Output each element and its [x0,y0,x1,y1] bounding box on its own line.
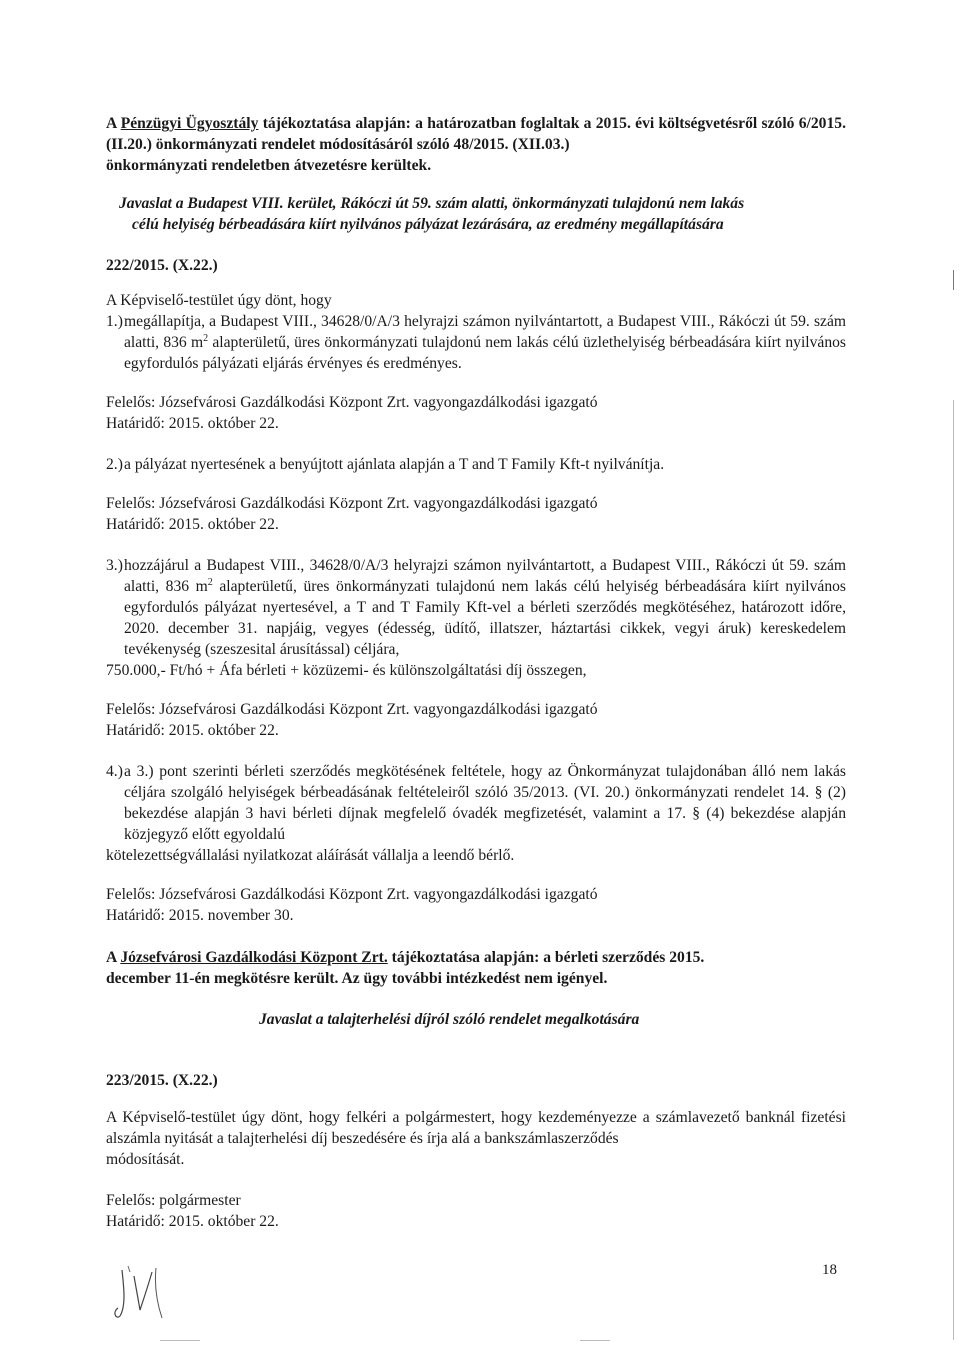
item2-text: a pályázat nyertesének a benyújtott ajánlata alapján a T and T Family Kft-t nyilvánítja. [124,456,665,473]
deadline-5: Határidő: 2015. október 22. [106,1213,279,1230]
item3-text-a: hozzájárul a Budapest VIII., 34628/0/A/3 helyrajzi számon nyilvántartott, a Budapest VIII., Rákóczi út 59. szám alatti, 836 m [124,557,846,595]
responsible-1: Felelős: Józsefvárosi Gazdálkodási Központ Zrt. vagyongazdálkodási igazgató [106,394,598,411]
scan-bottom-mark [580,1340,610,1341]
item3-text-b: alapterületű, üres önkormányzati tulajdonú nem lakás célú helyiség bérbeadására kiírt nyilvános egyfordulós pályázat nyertesével, a T and T Family Kft-vel a bérleti szerződés megkötéséhez, határozott időre, 2020. december 31. napjáig, vegyes (édesség, üdítő, illatszer, háztartási cikkek, vegyi áruk) kereskedelem tevékenység (szeszesital árusítással) céljára, [124,578,847,658]
scan-edge-mark [953,270,954,290]
responsible-3: Felelős: Józsefvárosi Gazdálkodási Központ Zrt. vagyongazdálkodási igazgató [106,701,598,718]
item-number: 1.) [106,313,123,330]
deadline-3: Határidő: 2015. október 22. [106,722,279,739]
outcome-paragraph [106,947,846,968]
signature-image [112,1258,172,1323]
item3-text-last: 750.000,- Ft/hó + Áfa bérleti + közüzemi- és különszolgáltatási díj összegen, [106,662,587,679]
decision-item-3 [106,555,846,660]
superscript: 2 [207,576,213,588]
item1-text-b: alapterületű, üres önkormányzati tulajdonú nem lakás célú üzlethelyiség bérbeadására kiírt nyilvános egyfordulós pályázati eljárás érvényes és eredményes. [124,334,846,372]
proposal1-title-line2: célú helyiség bérbeadására kiírt nyilvános pályázat lezárására, az eredmény megállapítására [132,216,724,233]
decision-item-4 [106,761,846,845]
proposal2-body-last: módosítását. [106,1151,185,1168]
responsible-4: Felelős: Józsefvárosi Gazdálkodási Központ Zrt. vagyongazdálkodási igazgató [106,886,598,903]
deadline-2: Határidő: 2015. október 22. [106,516,279,533]
intro-text: tájékoztatása alapján: a határozatban foglaltak a 2015. évi költségvetésről szóló 6/2015. (II.20.) önkormányzati rendelet módosításáról szóló 48/2015. (XII.03.) [106,115,846,153]
item1-text-a: megállapítja, a Budapest VIII., 34628/0/A/3 helyrajzi számon nyilvántartott, a Budapest VIII., Rákóczi út 59. szám alatti, 836 m [124,313,846,351]
item-number: 4.) [106,763,123,780]
intro-department: Pénzügyi Ügyosztály [120,115,259,132]
outcome-prefix: A [106,949,121,966]
item4-text-last: kötelezettségvállalási nyilatkozat aláírását vállalja a leendő bérlő. [106,847,515,864]
intro-prefix: A [106,115,121,132]
outcome-organization: Józsefvárosi Gazdálkodási Központ Zrt. [120,949,388,966]
decision-item-1 [106,311,846,374]
scan-edge-line [953,400,954,1340]
superscript: 2 [203,332,209,344]
outcome-text-last: december 11-én megkötésre került. Az ügy további intézkedést nem igényel. [106,970,608,987]
proposal2-body: A Képviselő-testület úgy dönt, hogy felkéri a polgármestert, hogy kezdeményezze a számlavezető banknál fizetési alszámla nyitását a talajterhelési díj beszedésére és írja alá a bankszámlaszerződés [106,1109,846,1147]
intro-paragraph [106,113,846,155]
item-number: 3.) [106,557,123,574]
item4-text-a: a 3.) pont szerinti bérleti szerződés megkötésének feltétele, hogy az Önkormányzat tulajdonában álló nem lakás céljára szolgáló helyiségek bérbeadásának feltételeiről szóló 35/2013. (VI. 20.) önkormányzati rendelet 14. § (2) bekezdése alapján 3 havi bérleti díjnak megfelelő óvadék megfizetését, valamint a 17. § (4) bekezdése alapján közjegyző előtt egyoldalú [124,763,846,843]
item-text [124,555,846,660]
resolution-number-223: 223/2015. (X.22.) [106,1072,218,1089]
page-number: 18 [822,1262,837,1278]
deadline-1: Határidő: 2015. október 22. [106,415,279,432]
scan-bottom-mark [160,1340,200,1341]
resolution-number-222: 222/2015. (X.22.) [106,257,218,274]
proposal1-title-line1: Javaslat a Budapest VIII. kerület, Rákóczi út 59. szám alatti, önkormányzati tulajdonú nem lakás [119,195,745,212]
decision-item-2 [106,454,846,475]
item-text [124,311,846,374]
outcome-text: tájékoztatása alapján: a bérleti szerződés 2015. [387,949,705,966]
responsible-5: Felelős: polgármester [106,1192,241,1209]
intro-text-last: önkormányzati rendeletben átvezetésre kerültek. [106,157,432,174]
responsible-2: Felelős: Józsefvárosi Gazdálkodási Központ Zrt. vagyongazdálkodási igazgató [106,495,598,512]
document-body [106,113,846,1232]
deadline-4: Határidő: 2015. november 30. [106,907,294,924]
decision-intro: A Képviselő-testület úgy dönt, hogy [106,292,332,309]
item-number: 2.) [106,456,123,473]
proposal2-title: Javaslat a talajterhelési díjról szóló rendelet megalkotására [259,1011,640,1028]
